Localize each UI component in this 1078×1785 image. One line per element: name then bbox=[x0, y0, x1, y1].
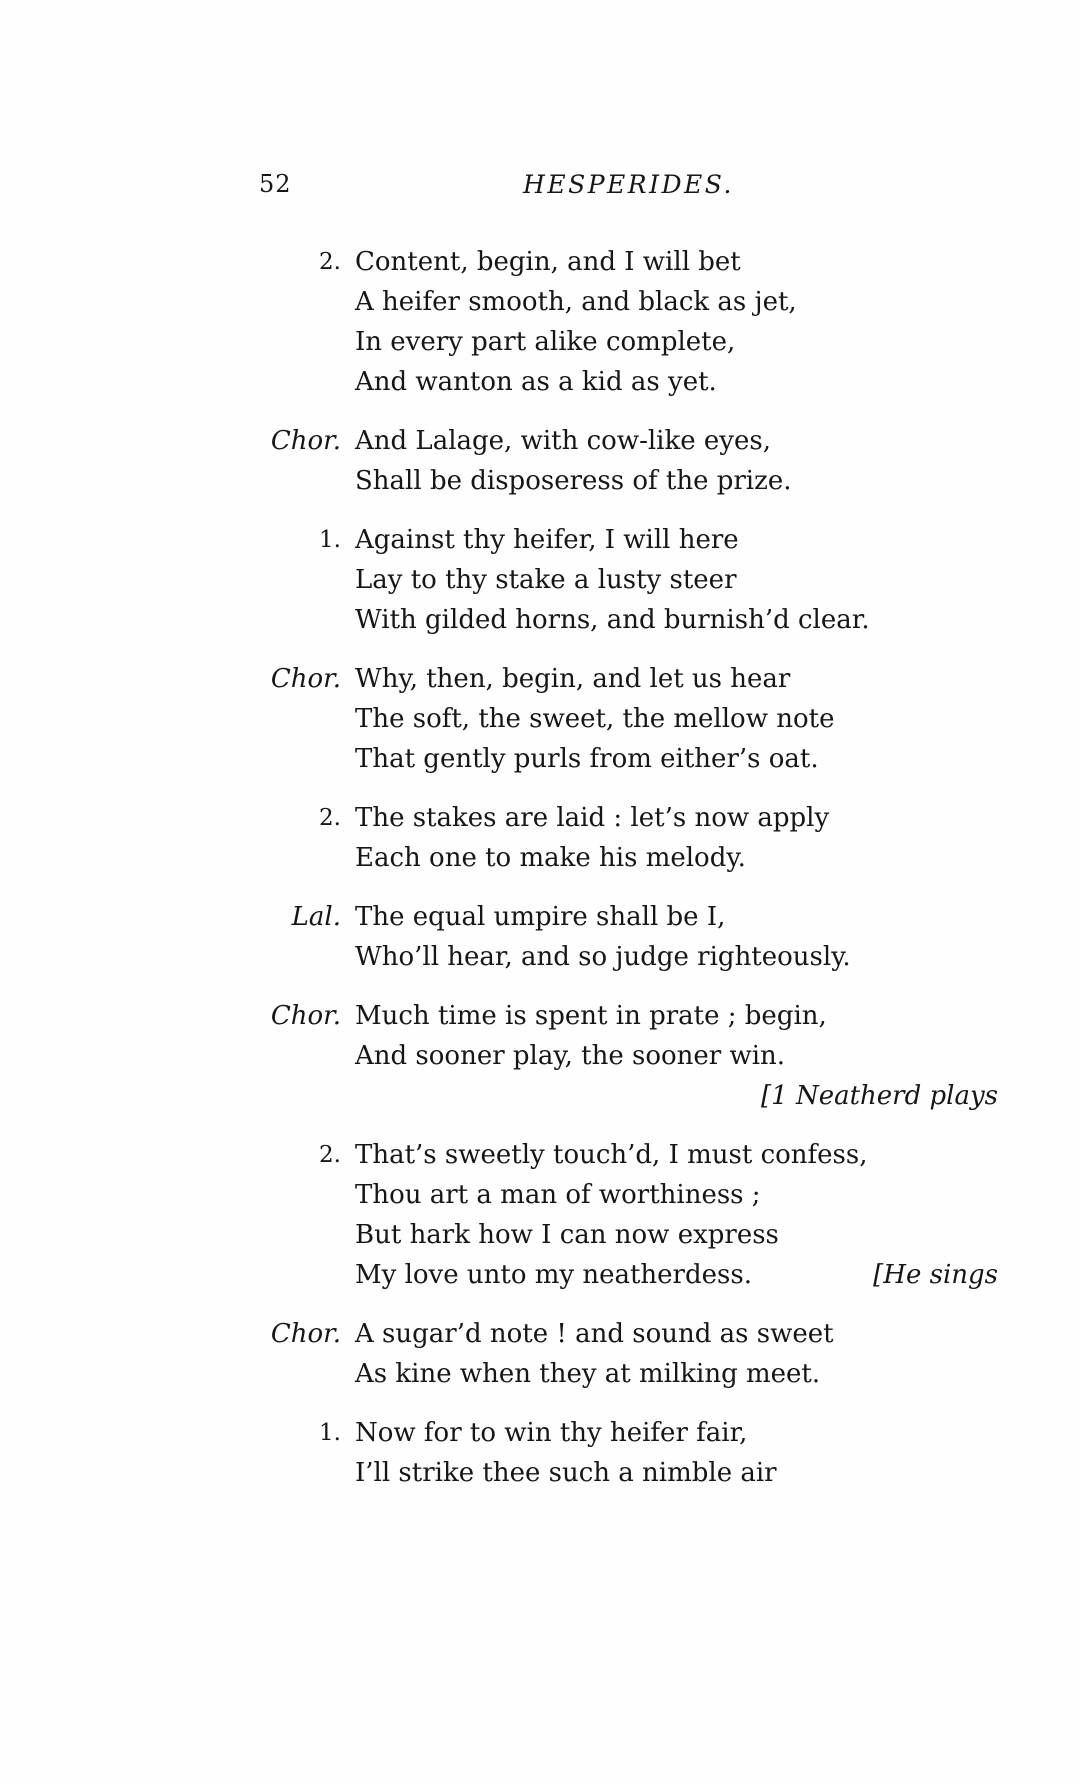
speaker-label: 2. bbox=[319, 249, 341, 275]
stanza bbox=[259, 421, 998, 501]
speaker-label: Lal. bbox=[291, 902, 341, 932]
verse-line: Each one to make his melody. bbox=[355, 843, 746, 873]
verse-line: As kine when they at milking meet. bbox=[355, 1359, 821, 1389]
stanza bbox=[259, 1413, 998, 1493]
verse-line: In every part alike complete, bbox=[355, 327, 736, 357]
speaker-label: 2. bbox=[319, 805, 341, 831]
verse-line: A heifer smooth, and black as jet, bbox=[355, 287, 797, 317]
stanza-lines bbox=[355, 1135, 998, 1295]
verse-line: The stakes are laid : let’s now apply bbox=[355, 803, 830, 833]
stanza-lines bbox=[355, 798, 998, 878]
speaker-label: Chor. bbox=[270, 1001, 341, 1031]
stage-direction: [He sings bbox=[873, 1260, 998, 1290]
verse-line: I’ll strike thee such a nimble air bbox=[355, 1458, 777, 1488]
verse-line: Now for to win thy heifer fair, bbox=[355, 1418, 748, 1448]
verse-line: Lay to thy stake a lusty steer bbox=[355, 565, 737, 595]
verse-line: Thou art a man of worthiness ; bbox=[355, 1180, 761, 1210]
verse-line: But hark how I can now express bbox=[355, 1220, 779, 1250]
stanza-lines bbox=[355, 421, 998, 501]
verse-line: And wanton as a kid as yet. bbox=[355, 367, 717, 397]
speaker-label: Chor. bbox=[270, 426, 341, 456]
poem bbox=[259, 242, 998, 1493]
verse-line: And sooner play, the sooner win. bbox=[355, 1041, 786, 1071]
speaker-label: 1. bbox=[319, 1420, 341, 1446]
stanza-lines bbox=[355, 659, 998, 779]
speaker-label: Chor. bbox=[270, 664, 341, 694]
verse-line: Shall be disposeress of the prize. bbox=[355, 466, 792, 496]
stanza bbox=[259, 897, 998, 977]
stanza bbox=[259, 996, 998, 1116]
verse-line bbox=[355, 1255, 998, 1295]
stanza bbox=[259, 520, 998, 640]
verse-line: That gently purls from either’s oat. bbox=[355, 744, 819, 774]
stanza-lines bbox=[355, 520, 998, 640]
verse-line: Why, then, begin, and let us hear bbox=[355, 664, 791, 694]
verse-line: Content, begin, and I will bet bbox=[355, 247, 741, 277]
verse-line: The equal umpire shall be I, bbox=[355, 902, 726, 932]
stanza bbox=[259, 659, 998, 779]
stanza-lines bbox=[355, 242, 998, 402]
stanza-lines bbox=[355, 996, 998, 1116]
stanza-lines bbox=[355, 1413, 998, 1493]
stanza bbox=[259, 242, 998, 402]
verse-line: With gilded horns, and burnish’d clear. bbox=[355, 605, 870, 635]
page-header bbox=[259, 170, 998, 202]
verse-line: That’s sweetly touch’d, I must confess, bbox=[355, 1140, 868, 1170]
running-title: HESPERIDES. bbox=[523, 170, 734, 199]
speaker-label: 1. bbox=[319, 527, 341, 553]
speaker-label: 2. bbox=[319, 1142, 341, 1168]
page-number: 52 bbox=[259, 170, 292, 198]
verse-line: And Lalage, with cow-like eyes, bbox=[355, 426, 771, 456]
verse-line: Against thy heifer, I will here bbox=[355, 525, 739, 555]
stage-direction: [1 Neatherd plays bbox=[761, 1081, 998, 1111]
page-content bbox=[259, 0, 998, 1493]
stanza bbox=[259, 1135, 998, 1295]
verse-text: My love unto my neatherdess. bbox=[355, 1260, 752, 1290]
stanza-lines bbox=[355, 1314, 998, 1394]
verse-line: Who’ll hear, and so judge righteously. bbox=[355, 942, 851, 972]
speaker-label: Chor. bbox=[270, 1319, 341, 1349]
verse-line: A sugar’d note ! and sound as sweet bbox=[355, 1319, 834, 1349]
stanza bbox=[259, 798, 998, 878]
stanza bbox=[259, 1314, 998, 1394]
verse-line: Much time is spent in prate ; begin, bbox=[355, 1001, 827, 1031]
verse-line: The soft, the sweet, the mellow note bbox=[355, 704, 835, 734]
stanza-lines bbox=[355, 897, 998, 977]
